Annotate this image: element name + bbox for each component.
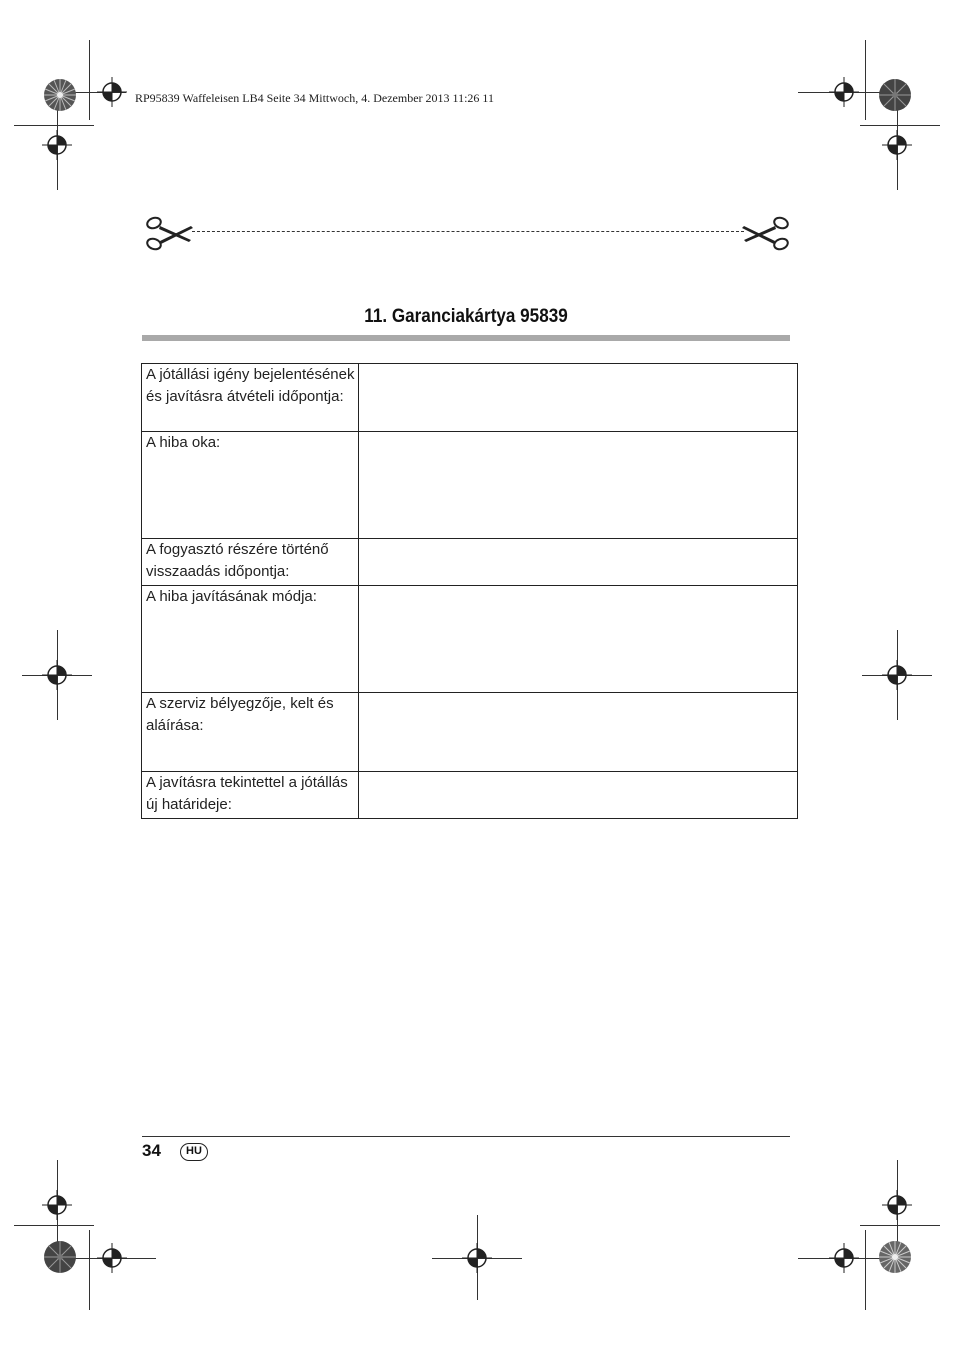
color-target-icon [43,78,77,112]
scissors-icon [143,214,195,254]
crop-line [860,125,940,126]
field-label: A jótállási igény bejelentésének és javításra átvételi időpontja: [142,364,359,432]
registration-mark-icon [97,1243,127,1273]
section-title: 11. Garanciakártya 95839 [364,306,568,327]
registration-mark-icon [829,1243,859,1273]
field-value[interactable] [359,772,798,819]
field-value[interactable] [359,693,798,772]
color-target-icon [43,1240,77,1274]
footer-rule [142,1136,790,1137]
color-target-icon [878,1240,912,1274]
table-row [142,364,798,432]
crop-line [14,1225,94,1226]
crop-line [14,125,94,126]
registration-mark-icon [42,660,72,690]
registration-mark-icon [829,77,859,107]
crop-line [89,40,90,120]
registration-mark-icon [882,660,912,690]
crop-line [865,1230,866,1310]
page-number: 34 [142,1141,161,1160]
registration-mark-icon [462,1243,492,1273]
field-label: A javításra tekintettel a jótállás új határideje: [142,772,359,819]
title-underline-bar [142,335,790,341]
table-row [142,586,798,693]
field-label: A szerviz bélyegzője, kelt és aláírása: [142,693,359,772]
print-header: RP95839 Waffeleisen LB4 Seite 34 Mittwoch, 4. Dezember 2013 11:26 11 [135,91,494,105]
warranty-form-table [141,363,798,819]
field-label: A fogyasztó részére történő visszaadás időpontja: [142,539,359,586]
field-value[interactable] [359,432,798,539]
color-target-icon [878,78,912,112]
registration-mark-icon [882,1190,912,1220]
field-value[interactable] [359,539,798,586]
table-row [142,772,798,819]
registration-mark-icon [97,77,127,107]
crop-line [865,40,866,120]
registration-mark-icon [42,130,72,160]
field-label: A hiba javításának módja: [142,586,359,693]
scissors-icon [740,214,792,254]
table-row [142,539,798,586]
field-value[interactable] [359,364,798,432]
registration-mark-icon [882,130,912,160]
crop-line [89,1230,90,1310]
registration-mark-icon [42,1190,72,1220]
field-value[interactable] [359,586,798,693]
cut-line [192,231,744,232]
language-badge: HU [180,1143,208,1161]
table-row [142,432,798,539]
table-row [142,693,798,772]
crop-line [860,1225,940,1226]
field-label: A hiba oka: [142,432,359,539]
